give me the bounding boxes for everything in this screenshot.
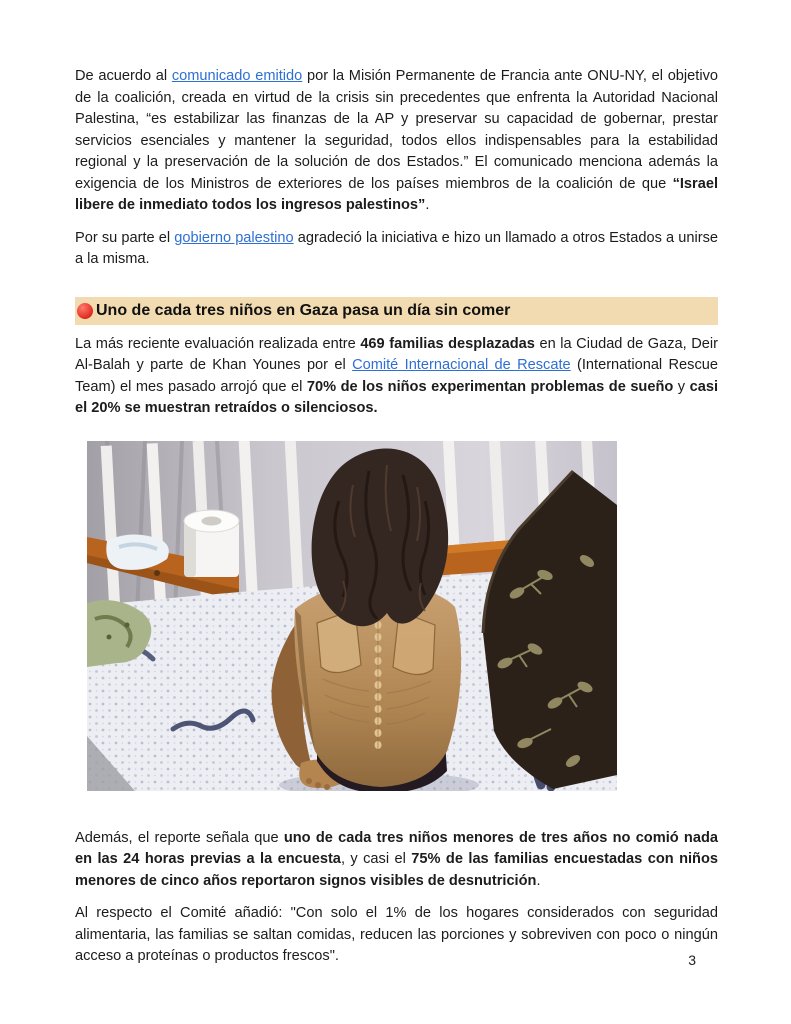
child-photo-illustration: [87, 441, 617, 791]
link-comunicado-emitido[interactable]: comunicado emitido: [171, 68, 303, 84]
text-run: por la Misión Permanente de Francia ante ONU-NY, el objetivo de la coalición, creada en virtud de la crisis sin precedentes que enfrenta la Autoridad Nacional Palestina, “es estabilizar las finanzas de la AP y preservar su capacidad de gobernar, prestar servicios esenciales y mantener la seguridad, todos ellos indispensables para la estabilidad regional y la preservación de la solución de dos Estados.” El comunicado menciona además la exigencia de los Ministros de exteriores de los países miembros de la coalición de que: [75, 68, 718, 192]
document-body: [75, 66, 718, 979]
text-run: .: [425, 197, 430, 213]
link-gobierno-palestino[interactable]: gobierno palestino: [174, 229, 294, 246]
child-photo: [87, 441, 617, 791]
bold-run: casi el 20% se muestran retraídos o silenciosos.: [75, 378, 718, 416]
bold-run: 70% de los niños experimentan problemas de sueño: [306, 378, 674, 395]
page-number: 3: [688, 952, 696, 968]
bold-run: uno de cada tres niños menores de tres años no comió nada en las 24 horas previas a la encuesta: [75, 829, 718, 867]
text-run: agradeció la iniciativa e hizo un llamado a otros Estados a unirse a la misma.: [75, 229, 718, 267]
link-comite-internacional-rescate[interactable]: Comité Internacional de Rescate: [352, 357, 571, 373]
paragraph-france-coalition: [75, 66, 718, 217]
bold-run: 469 familias desplazadas: [360, 335, 535, 352]
text-run: La más reciente evaluación realizada entre: [75, 335, 361, 352]
section-heading-text: Uno de cada tres niños en Gaza pasa un día sin comer: [96, 301, 511, 319]
text-run: Al respecto el Comité añadió: "Con solo el 1% de los hogares considerados con seguridad alimentaria, las familias se saltan comidas, reducen las porciones y sobreviven con poco o ningún acceso a proteínas o productos frescos".: [75, 905, 718, 964]
red-circle-icon: [77, 303, 93, 319]
text-run: y: [673, 378, 690, 395]
paragraph-irc-evaluation: [75, 334, 718, 420]
text-run: , y casi el: [340, 851, 412, 867]
bold-run: 75% de las familias encuestadas con niños menores de cinco años reportaron signos visibles de desnutrición: [75, 851, 718, 889]
text-run: Además, el reporte señala que: [75, 829, 284, 846]
text-run: De acuerdo al: [75, 68, 172, 84]
text-run: Por su parte el: [75, 229, 175, 246]
paragraph-report-findings: [75, 828, 718, 893]
paragraph-committee-quote: [75, 903, 718, 968]
section-heading: [75, 297, 718, 325]
text-run: en la Ciudad de Gaza, Deir Al-Balah y parte de Khan Younes por el: [75, 335, 719, 373]
bold-run: “Israel libere de inmediato todos los ingresos palestinos”: [75, 175, 718, 213]
text-run: .: [536, 872, 541, 889]
text-run: (International Rescue Team) el mes pasado arrojó que el: [75, 357, 718, 395]
paragraph-palestinian-government: [75, 228, 718, 271]
